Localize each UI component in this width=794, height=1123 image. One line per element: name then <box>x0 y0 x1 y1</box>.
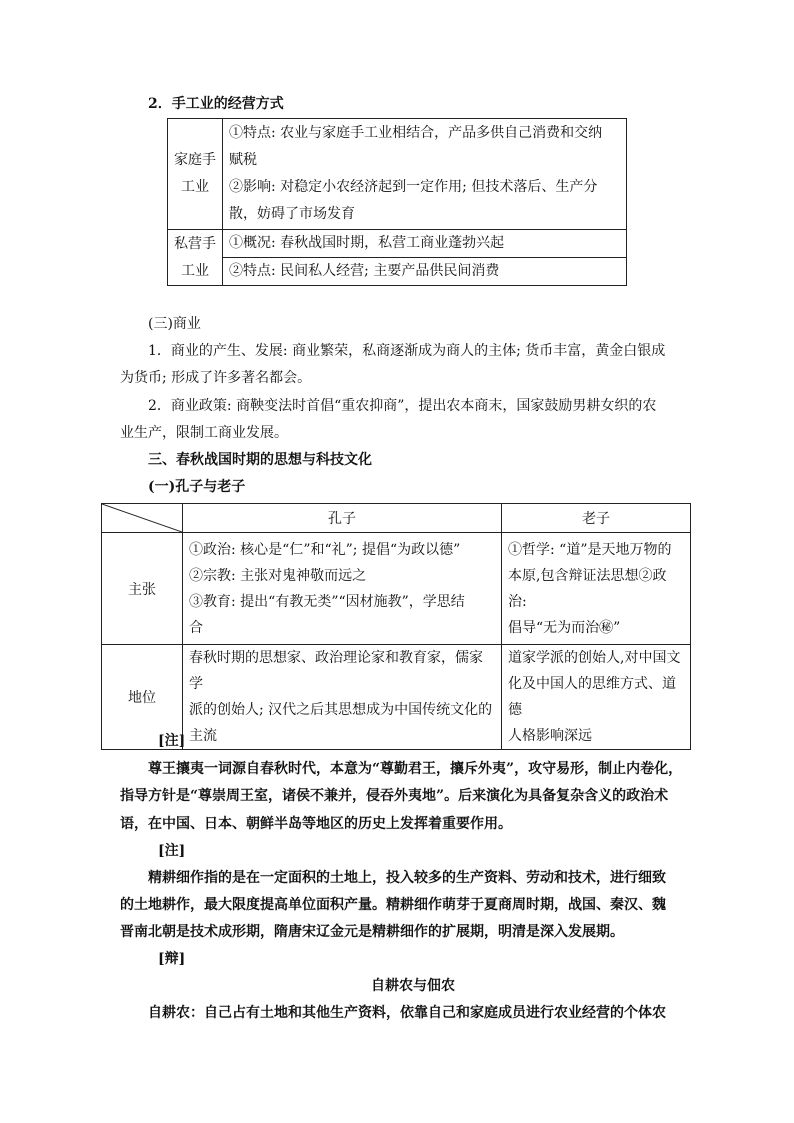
row-label-text-part: 工业 <box>181 262 209 279</box>
row-label-status: 地位 <box>102 645 183 750</box>
bian-title: 自耕农与佃农 <box>371 978 455 994</box>
row-content-private-2 <box>223 258 627 286</box>
table-row <box>102 533 691 645</box>
cell-line: 人格影响深远 <box>508 728 592 744</box>
bian-line1: 自耕农：自己占有土地和其他生产资料，依靠自己和家庭成员进行农业经营的个体农 <box>148 1005 666 1021</box>
cell-line: ①概况: 春秋战国时期，私营工商业蓬勃兴起 <box>229 235 505 251</box>
row-content-family <box>223 119 627 230</box>
row-label-text <box>168 231 222 285</box>
claim-laozi <box>502 533 691 645</box>
note-tag: [注] <box>158 733 186 749</box>
claim-kongzi <box>183 533 502 645</box>
table-row <box>168 230 627 258</box>
row-label-text <box>168 147 222 201</box>
section-title-craft: 2．手工业的经营方式 <box>148 96 284 112</box>
cell-line: ①哲学: “道”是天地万物的 <box>508 541 672 558</box>
table-row <box>102 645 691 750</box>
cell-line: 赋税 <box>229 152 257 168</box>
cell-line: 倡导“无为而治㊙” <box>508 619 621 636</box>
status-kongzi <box>183 645 502 750</box>
commerce-heading: (三)商业 <box>148 316 201 332</box>
commerce-p1-line1: 1．商业的产生、发展: 商业繁荣，私商逐渐成为商人的主体; 货币丰富，黄金白银成 <box>148 343 666 359</box>
note-tag: [注] <box>158 843 186 859</box>
cell-line: ①特点: 农业与家庭手工业相结合，产品多供自己消费和交纳 <box>229 125 603 141</box>
table-row <box>168 258 627 286</box>
cell-line: 派的创始人; 汉代之后其思想成为中国传统文化的 <box>189 702 493 718</box>
commerce-p1-line2: 为货币; 形成了许多著名都会。 <box>120 370 312 386</box>
row-label-text-part: 工业 <box>181 179 209 195</box>
subsection-title: (一)孔子与老子 <box>148 479 246 495</box>
commerce-p2-line1: 2．商业政策: 商鞅变法时首倡“重农抑商”，提出农本商末，国家鼓励男耕女织的农 <box>148 398 657 414</box>
cell-line: ②宗教: 主张对鬼神敬而远之 <box>189 567 367 584</box>
diagonal-header-cell <box>102 504 183 533</box>
note1-line1: 尊王攘夷一词源自春秋时代，本意为“尊勤君王，攘斥外夷”，攻守易形，制止内卷化， <box>148 761 683 777</box>
note1-line3: 语，在中国、日本、朝鲜半岛等地区的历史上发挥着重要作用。 <box>120 816 512 832</box>
cell-line: 化及中国人的思维方式、道德 <box>508 676 676 718</box>
commerce-p2-line2: 业生产，限制工商业发展。 <box>120 425 288 441</box>
row-label-claim: 主张 <box>102 533 183 645</box>
compare-table <box>101 503 691 750</box>
cell-line: ③教育: 提出“有教无类”“因材施教”，学思结 <box>189 593 465 610</box>
row-label-text-part: 私营手 <box>174 235 216 252</box>
note2-line1: 精耕细作指的是在一定面积的土地上，投入较多的生产资料、劳动和技术，进行细致 <box>148 870 666 886</box>
diagonal-line <box>102 504 182 532</box>
note1-line2: 指导方针是“尊崇周王室，诸侯不兼并，侵吞外夷地”。后来演化为具备复杂含义的政治术 <box>120 788 669 804</box>
table-row <box>102 504 691 533</box>
cell-line: 道家学派的创始人,对中国文 <box>508 650 681 666</box>
cell-line: 合 <box>189 619 203 636</box>
header-laozi: 老子 <box>502 504 691 533</box>
bian-tag: [辩] <box>158 951 186 967</box>
cell-line: 本原,包含辩证法思想②政治: <box>508 567 667 610</box>
row-label-private <box>168 230 223 286</box>
note2-line2: 的土地耕作，最大限度提高单位面积产量。精耕细作萌芽于夏商周时期，战国、秦汉、魏 <box>120 897 666 913</box>
status-laozi <box>502 645 691 750</box>
cell-line: 主流 <box>189 728 217 744</box>
cell-line: ②影响: 对稳定小农经济起到一定作用; 但技术落后、生产分 <box>229 179 598 195</box>
cell-line: ②特点: 民间私人经营; 主要产品供民间消费 <box>229 263 500 279</box>
craft-table <box>167 118 627 286</box>
table-row <box>168 119 627 230</box>
row-label-text-part: 家庭手 <box>174 152 216 168</box>
cell-line: ①政治: 核心是“仁”和“礼”; 提倡“为政以德” <box>189 541 461 558</box>
cell-line: 春秋时期的思想家、政治理论家和教育家，儒家学 <box>189 650 483 692</box>
row-label-family <box>168 119 223 230</box>
note2-line3: 晋南北朝是技术成形期，隋唐宋辽金元是精耕细作的扩展期，明清是深入发展期。 <box>120 924 624 940</box>
cell-line: 散，妨碍了市场发育 <box>229 206 355 222</box>
section-title-thought: 三、春秋战国时期的思想与科技文化 <box>148 452 372 468</box>
header-kongzi: 孔子 <box>183 504 502 533</box>
row-content-private-1 <box>223 230 627 258</box>
